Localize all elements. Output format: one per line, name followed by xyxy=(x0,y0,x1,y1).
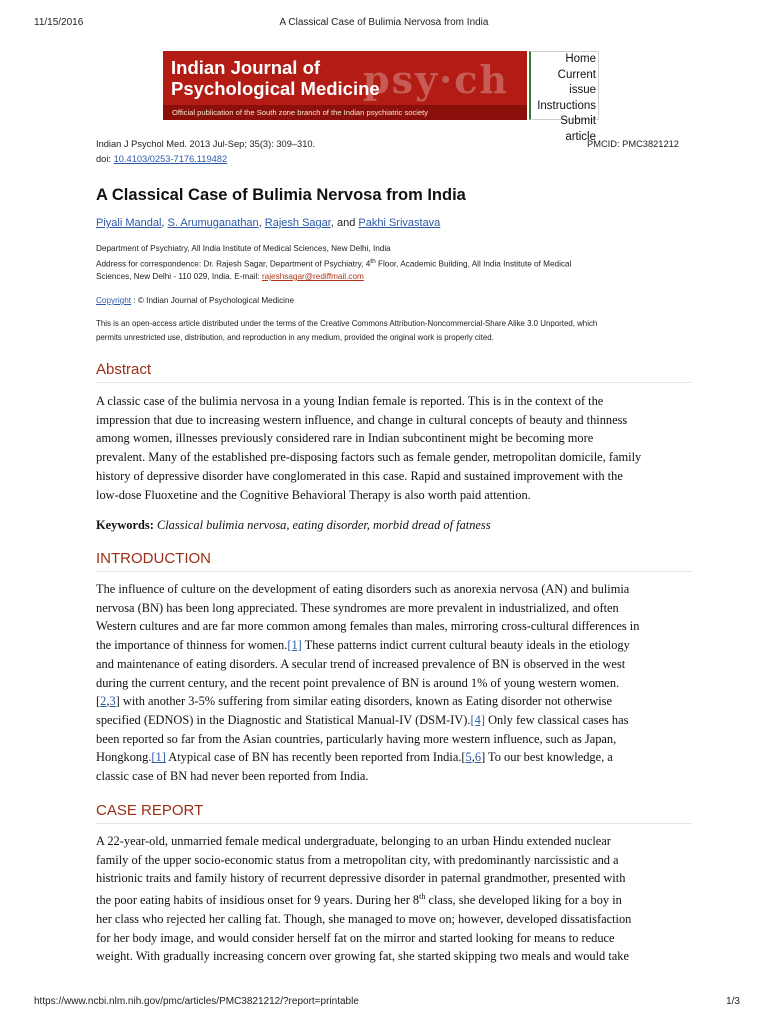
case-report-line xyxy=(96,888,692,910)
abstract-body xyxy=(96,392,692,504)
abstract-line: low-dose Fluoxetine and the Cognitive Behavioral Therapy is also worth paid attention. xyxy=(96,487,531,502)
introduction-text: , xyxy=(106,694,110,709)
email-link[interactable]: rajeshsagar@rediffmail.com xyxy=(261,272,364,281)
introduction-line xyxy=(96,599,692,618)
section-divider xyxy=(96,823,692,824)
introduction-text: These patterns indict current cultural beauty ideals in the etiology xyxy=(301,638,630,653)
case-report-line-part: class, she developed liking for a boy in xyxy=(425,893,622,908)
case-report-heading: CASE REPORT xyxy=(96,802,204,819)
journal-subtitle: Official publication of the South zone branch of the Indian psychiatric society xyxy=(163,105,527,120)
introduction-line xyxy=(96,711,692,730)
introduction-text: during the current century, and the recent point prevalence of BN is around 1% of young western women. xyxy=(96,675,620,690)
section-divider xyxy=(96,382,692,383)
pmcid: PMCID: PMC3821212 xyxy=(587,139,679,149)
reference-link[interactable]: [4] xyxy=(470,712,485,727)
superscript: th xyxy=(419,892,426,902)
print-title: A Classical Case of Bulimia Nervosa from India xyxy=(279,17,489,28)
reference-link[interactable]: 3 xyxy=(109,694,116,709)
reference-link[interactable]: 2 xyxy=(100,694,107,709)
author-separator: , xyxy=(258,217,265,229)
introduction-line xyxy=(96,692,692,711)
case-report-line: family of the upper socio-economic status from a metropolitan city, with predominantly narcissistic and a xyxy=(96,852,619,867)
correspondence-address-line2 xyxy=(96,271,364,283)
author-link[interactable]: Rajesh Sagar xyxy=(264,217,331,229)
copyright-link[interactable]: Copyright xyxy=(96,296,132,305)
address-superscript: th xyxy=(370,258,376,265)
case-report-line: weight. With gradually increasing concern over growing fat, she started skipping two meals and would take xyxy=(96,949,629,964)
nav-instructions[interactable]: Instructions xyxy=(537,99,596,112)
introduction-body xyxy=(96,580,692,786)
introduction-line xyxy=(96,655,692,674)
author-link[interactable]: Pakhi Srivastava xyxy=(358,217,441,229)
citation-doi xyxy=(96,154,227,164)
address-prefix: Address for correspondence: Dr. Rajesh Sagar, Department of Psychiatry, 4 xyxy=(96,259,371,269)
journal-banner[interactable] xyxy=(163,51,527,120)
case-report-line-part: the poor eating habits of insidious onset for 9 years. During her 8 xyxy=(96,893,420,908)
license-text xyxy=(96,317,597,345)
introduction-line xyxy=(96,580,692,599)
introduction-text: specified (EDNOS) in the Diagnostic and Statistical Manual-IV (DSM-IV). xyxy=(96,712,471,727)
keywords-list: Classical bulimia nervosa, eating disorder, morbid dread of fatness xyxy=(156,518,491,532)
abstract-heading: Abstract xyxy=(96,361,152,378)
author-link[interactable]: Piyali Mandal xyxy=(96,217,162,229)
license-line: permits unrestricted use, distribution, and reproduction in any medium, provided the original work is properly cited. xyxy=(96,333,494,342)
abstract-line: prevalent. Many of the established pre-disposing factors such as female gender, metropolitan domicile, family xyxy=(96,450,642,465)
print-page-number: 1/3 xyxy=(726,996,740,1007)
keywords xyxy=(96,516,692,535)
introduction-text: The influence of culture on the development of eating disorders such as anorexia nervosa (AN) and bulimia xyxy=(96,582,630,596)
journal-title xyxy=(171,57,380,99)
journal-title-line2: Psychological Medicine xyxy=(171,78,380,99)
author-link[interactable]: S. Arumuganathan xyxy=(167,217,259,229)
introduction-line xyxy=(96,767,692,786)
article-title: A Classical Case of Bulimia Nervosa from India xyxy=(96,186,466,204)
introduction-text: Western cultures and are far more common among females than males, mirroring cross-cultural differences in xyxy=(96,619,640,634)
print-date: 11/15/2016 xyxy=(34,17,84,28)
address-line2: Sciences, New Delhi - 110 029, India. E-mail: xyxy=(96,272,262,281)
doi-label: doi: xyxy=(96,154,111,164)
case-report-line: her class who rejected her calling fat. Though, she managed to move on; however, developed dissatisfaction xyxy=(96,911,632,926)
case-report-line: histrionic traits and family history of recurrent depressive disorder in paternal grandmother, presented with xyxy=(96,871,626,886)
citation-ref: Indian J Psychol Med. 2013 Jul-Sep; 35(3): 309–310. xyxy=(96,139,316,149)
abstract-line: among women, illnesses previously considered rare in Indian subcontinent might be becoming more xyxy=(96,431,594,446)
journal-title-line1: Indian Journal of xyxy=(171,57,321,78)
introduction-text: classic case of BN had never been reported from India. xyxy=(96,769,369,784)
banner-background-text: psy·ch xyxy=(363,57,510,102)
keywords-label: Keywords: xyxy=(96,518,154,532)
introduction-line xyxy=(96,617,692,636)
introduction-text: , xyxy=(471,750,475,765)
affiliation: Department of Psychiatry, All India Institute of Medical Sciences, New Delhi, India xyxy=(96,244,391,253)
case-report-body xyxy=(96,832,692,966)
introduction-text: Atypical case of BN has recently been reported from India.[ xyxy=(165,750,466,765)
abstract-line: history of depressive disorder have conglomerated in this case. Rapid and sustained improvement with the xyxy=(96,468,623,483)
introduction-text: [ xyxy=(96,694,101,709)
correspondence-address xyxy=(96,256,571,271)
print-url: https://www.ncbi.nlm.nih.gov/pmc/articles/PMC3821212/?report=printable xyxy=(34,996,359,1007)
reference-link[interactable]: [1] xyxy=(151,750,166,765)
journal-nav xyxy=(529,51,599,143)
introduction-heading: INTRODUCTION xyxy=(96,550,211,567)
author-separator: , and xyxy=(330,217,359,229)
case-report-line: A 22-year-old, unmarried female medical undergraduate, belonging to an urban Hindu extended nuclear xyxy=(96,834,611,848)
introduction-text: ] To our best knowledge, a xyxy=(481,750,613,765)
address-suffix: Floor, Academic Building, All India Institute of Medical xyxy=(375,259,572,269)
introduction-text: and maintenance of eating disorders. A secular trend of increased prevalence of BN is observed in the west xyxy=(96,656,626,671)
abstract-line: impression that due to increasing western influence, and change in cultural concepts of beauty and thinness xyxy=(96,412,628,427)
abstract-line: A classic case of the bulimia nervosa in a young Indian female is reported. This is in the context of the xyxy=(96,394,604,408)
introduction-text: been reported so far from the Asian countries, particularly having more western influence, such as Japan, xyxy=(96,731,617,746)
nav-submit-article[interactable]: Submit article xyxy=(560,115,596,143)
introduction-line xyxy=(96,636,692,655)
reference-link[interactable]: [1] xyxy=(287,638,302,653)
introduction-line xyxy=(96,730,692,749)
introduction-line xyxy=(96,748,692,767)
reference-link[interactable]: 6 xyxy=(474,750,482,765)
introduction-text: nervosa (BN) has been long appreciated. These syndromes are more prevalent in industrialized, and often xyxy=(96,600,619,615)
copyright-text: : © Indian Journal of Psychological Medicine xyxy=(131,296,295,305)
reference-link[interactable]: 5 xyxy=(465,750,472,765)
author-list xyxy=(96,217,440,229)
nav-home[interactable]: Home xyxy=(565,53,596,65)
copyright xyxy=(96,295,294,307)
nav-current-issue[interactable]: Current issue xyxy=(557,68,596,96)
introduction-text: the importance of thinness for women. xyxy=(96,638,288,653)
case-report-line: for her body image, and would consider herself fat on the mirror and started looking for means to reduce xyxy=(96,930,615,945)
license-line: This is an open-access article distributed under the terms of the Creative Commons Attribution-Noncommercial-Share Alike 3.0 Unported, which xyxy=(96,319,598,328)
author-separator: , xyxy=(161,217,168,229)
doi-link[interactable]: 10.4103/0253-7176.119482 xyxy=(113,154,228,164)
introduction-line xyxy=(96,674,692,693)
introduction-text: Only few classical cases has xyxy=(484,712,629,727)
section-divider xyxy=(96,571,692,572)
introduction-text: Hongkong. xyxy=(96,750,152,765)
introduction-text: ] with another 3-5% suffering from similar eating disorders, known as Eating disorder not otherwise xyxy=(115,694,612,709)
